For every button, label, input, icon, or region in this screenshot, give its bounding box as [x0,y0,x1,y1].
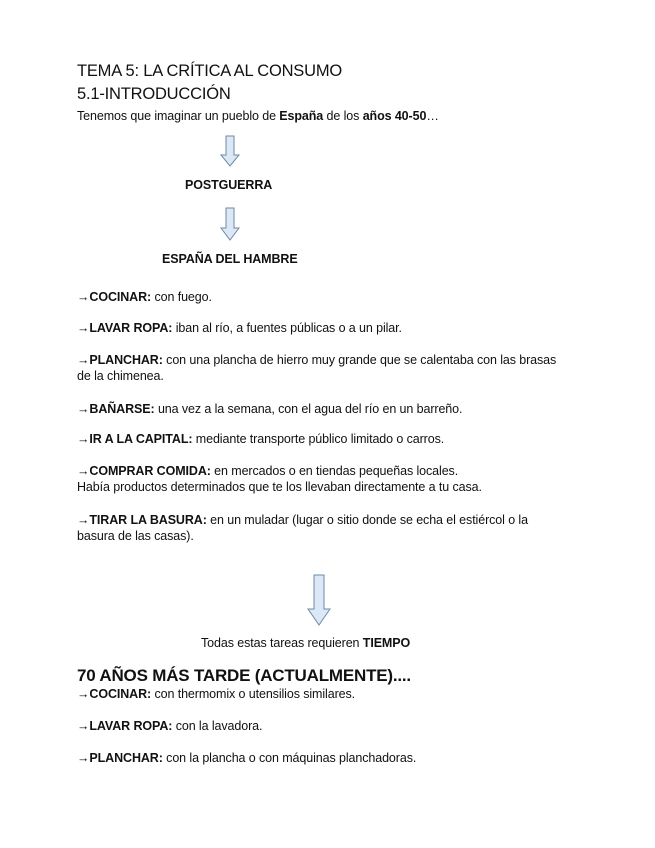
item-text: mediante transporte público limitado o carros. [192,432,445,446]
item-text: con una plancha de hierro muy grande que se calentaba con las brasas de la chimenea. [77,353,557,383]
item-text: iban al río, a fuentes públicas o a un pilar. [172,321,402,335]
item-label: →COCINAR: [77,687,152,701]
item-label: →COMPRAR COMIDA: [77,464,211,478]
flow-step-postguerra: POSTGUERRA [185,178,273,192]
item-text: con thermomix o utensilios similares. [151,687,356,701]
item-text: con la plancha o con máquinas planchadoras. [162,751,417,765]
item-label: →LAVAR ROPA: [77,719,173,733]
list-item [77,718,262,734]
item-label: →BAÑARSE: [77,402,155,416]
down-arrow-icon [220,207,240,241]
item-label: →LAVAR ROPA: [77,321,173,335]
page-title: TEMA 5: LA CRÍTICA AL CONSUMO [77,62,342,80]
modern-heading: 70 AÑOS MÁS TARDE (ACTUALMENTE).... [77,666,411,685]
item-text: una vez a la semana, con el agua del río en un barreño. [154,402,463,416]
list-item [77,463,482,495]
item-label: →TIRAR LA BASURA: [77,513,207,527]
intro-paragraph [77,108,439,124]
list-item [77,352,559,384]
item-text: con fuego. [151,290,212,304]
intro-bold-years: años 40-50 [362,109,427,123]
list-item [77,289,212,305]
intro-ellipsis: … [426,109,439,123]
conclusion-text: Todas estas tareas requieren [201,636,363,650]
list-item [77,512,567,544]
item-label: →COCINAR: [77,290,152,304]
item-text: en un muladar (lugar o sitio donde se echa el estiércol o la basura de las casas). [77,513,528,543]
item-label: →IR A LA CAPITAL: [77,432,193,446]
item-label: →PLANCHAR: [77,751,163,765]
item-text-line2: Había productos determinados que te los llevaban directamente a tu casa. [77,480,482,494]
intro-text: de los [323,109,363,123]
flow-step-espana-hambre: ESPAÑA DEL HAMBRE [162,252,298,266]
list-item [77,320,402,336]
down-arrow-icon [220,135,240,167]
conclusion-bold: TIEMPO [362,636,411,650]
list-item [77,401,462,417]
list-item [77,431,444,447]
section-subtitle: 5.1-INTRODUCCIÓN [77,85,231,103]
item-text: en mercados o en tiendas pequeñas locales. [210,464,459,478]
conclusion-line [201,635,410,651]
list-item [77,750,416,766]
intro-bold-country: España [279,109,324,123]
item-text: con la lavadora. [172,719,263,733]
list-item [77,686,355,702]
down-arrow-icon [307,574,331,626]
intro-text: Tenemos que imaginar un pueblo de [77,109,280,123]
item-label: →PLANCHAR: [77,353,163,367]
